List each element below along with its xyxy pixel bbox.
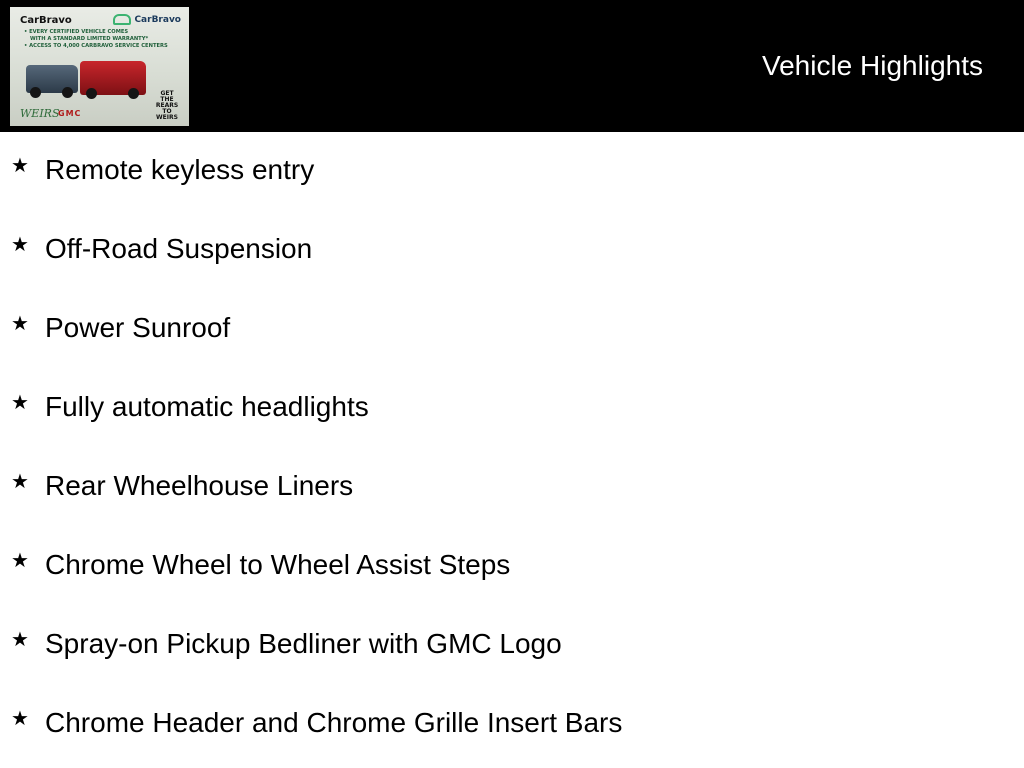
logo-brand-left: CarBravo [20, 15, 72, 26]
logo-line-1: • EVERY CERTIFIED VEHICLE COMES [24, 29, 129, 35]
feature-label: Rear Wheelhouse Liners [45, 470, 354, 501]
logo-tag-2: REARS [155, 102, 179, 109]
blue-truck-image [26, 65, 78, 93]
feature-label: Chrome Header and Chrome Grille Insert Bars [45, 707, 623, 738]
wheel-icon [30, 87, 41, 98]
logo-tag-3: TO [162, 108, 172, 115]
star-icon: ★ [11, 390, 29, 414]
page-title: Vehicle Highlights [761, 50, 983, 81]
feature-label: Chrome Wheel to Wheel Assist Steps [45, 549, 511, 580]
feature-item [0, 448, 1024, 527]
header-bar [0, 0, 1024, 132]
star-icon: ★ [11, 153, 29, 177]
logo-brand-right-text: CarBravo [134, 15, 181, 25]
logo-dealer-name: WEIRS [20, 107, 60, 120]
logo-tagline [153, 91, 181, 121]
feature-label: Spray-on Pickup Bedliner with GMC Logo [45, 628, 562, 659]
logo-line-3: • ACCESS TO 4,000 CARBRAVO SERVICE CENTERS [24, 43, 168, 49]
feature-item [0, 685, 1024, 764]
feature-item [0, 527, 1024, 606]
logo-tag-1: GET THE [160, 90, 174, 103]
feature-item [0, 369, 1024, 448]
star-icon: ★ [11, 706, 29, 730]
feature-item [0, 211, 1024, 290]
feature-label: Off-Road Suspension [45, 233, 313, 264]
feature-item [0, 132, 1024, 211]
logo-line-2: WITH A STANDARD LIMITED WARRANTY* [30, 36, 149, 42]
wheel-icon [128, 88, 139, 99]
carbravo-car-icon [113, 14, 131, 25]
star-icon: ★ [11, 627, 29, 651]
star-icon: ★ [11, 311, 29, 335]
wheel-icon [86, 88, 97, 99]
logo-warranty-text [24, 29, 184, 50]
feature-label: Remote keyless entry [45, 154, 315, 185]
feature-item [0, 606, 1024, 685]
star-icon: ★ [11, 469, 29, 493]
feature-item [0, 290, 1024, 369]
star-icon: ★ [11, 232, 29, 256]
logo-make: GMC [58, 109, 82, 118]
dealer-logo [10, 7, 189, 126]
star-icon: ★ [11, 548, 29, 572]
logo-brand-right [113, 14, 181, 25]
feature-label: Fully automatic headlights [45, 391, 369, 422]
feature-label: Power Sunroof [45, 312, 231, 343]
wheel-icon [62, 87, 73, 98]
red-truck-image [80, 61, 146, 95]
logo-tag-4: WEIRS [156, 114, 178, 121]
